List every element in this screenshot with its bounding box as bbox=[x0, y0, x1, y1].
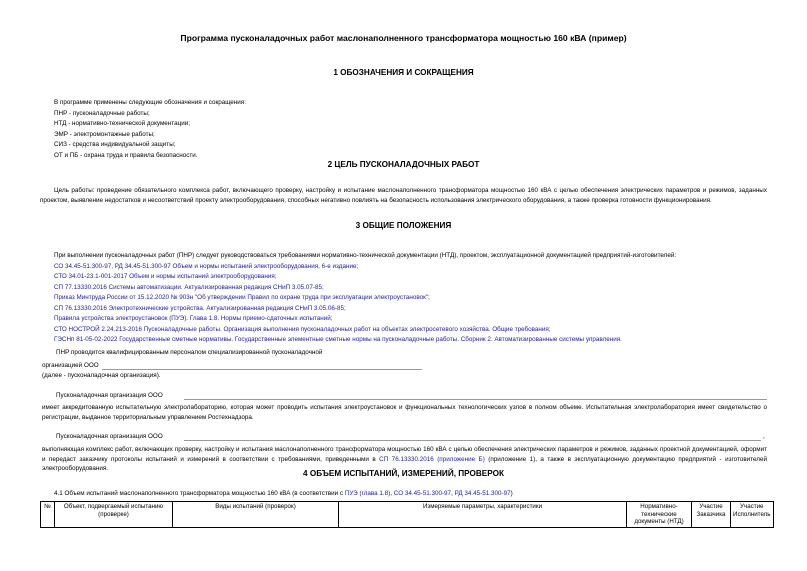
org2-label: Пусконаладочная организация ООО bbox=[56, 433, 163, 440]
abbrev-item: НТД - нормативно-технической документации; bbox=[54, 120, 190, 127]
separator: ) bbox=[510, 490, 513, 497]
col-test-types: Виды испытаний (проверок) bbox=[173, 502, 339, 528]
ntd-reference-link[interactable]: ГЭСНп 81-05-02-2022 Государственные сметные нормативы. Государственные элементные сметные нормы на пусконаладочные работы. Сборник 2. Автоматизированные системы управления. bbox=[54, 336, 622, 343]
ntd-reference-link[interactable]: Приказ Минтруда России от 15.12.2020 № 903н "Об утверждении Правил по охране труда при эксплуатации электроустановок"; bbox=[54, 294, 430, 301]
org-name-field bbox=[102, 369, 422, 370]
pue-chapter-link[interactable]: (глава 1.8) bbox=[359, 490, 391, 497]
section-3-heading: 3 ОБЩИЕ ПОЛОЖЕНИЯ bbox=[355, 221, 452, 230]
ntd-reference-link[interactable]: СП 77.13330.2016 Системы автоматизации. Актуализированная редакция СНиП 3.05.07-85; bbox=[54, 284, 324, 291]
pue-link[interactable]: ПУЭ bbox=[344, 490, 358, 497]
ntd-reference-link[interactable]: СО 34.45-51.300-97, РД 34.45-51.300-97 Объем и нормы испытаний электрооборудования, 6-е издание; bbox=[54, 263, 359, 270]
pnr-personnel-text: ПНР проводится квалифицированным персоналом специализированной пусконаладочной bbox=[56, 349, 323, 356]
pnr-org-note: (далее - пусконаладочная организация). bbox=[42, 372, 161, 379]
ntd-reference-link[interactable]: СТО 34.01-23.1-001-2017 Объем и нормы испытаний электрооборудования; bbox=[54, 273, 277, 280]
scope-table bbox=[40, 501, 774, 528]
ntd-reference-link[interactable]: Правила устройства электроустановок (ПУЭ). Глава 1.8. Нормы приемо-сдаточных испытаний; bbox=[54, 315, 333, 322]
org1-name-field bbox=[184, 399, 767, 400]
document-title: Программа пусконаладочных работ маслонаполненного трансформатора мощностью 160 кВА (пример) bbox=[180, 33, 627, 43]
org1-label: Пусконаладочная организация ООО bbox=[56, 392, 163, 399]
org2-text-start: выполняющая комплекс работ, включающих проверку, настройку и испытания маслонаполненного трансформатора мощностью 160 кВА с целью обеспечения электрических параметров и режимов, заданных проектной документацией, оформит и передаст заказчику протоколы испытаний и измерений в соответствии с требованиями, приведенными в bbox=[42, 446, 767, 463]
separator: , bbox=[451, 490, 455, 497]
col-parameters: Измеряемые параметры, характеристики bbox=[339, 502, 627, 528]
col-number: № bbox=[41, 502, 55, 528]
pnr-org-label: организацией ООО bbox=[42, 362, 99, 369]
rd-34-link[interactable]: РД 34.45-51.300-97 bbox=[454, 490, 511, 497]
abbrev-item: ОТ и ПБ - охрана труда и правила безопасности. bbox=[54, 152, 198, 159]
org2-comma: , bbox=[763, 433, 765, 440]
col-ntd: Нормативно-технические документы (НТД) bbox=[627, 502, 692, 528]
abbrev-item: ЭМР - электромонтажные работы; bbox=[54, 131, 155, 138]
separator: , bbox=[390, 490, 394, 497]
col-customer: Участие Заказчика bbox=[692, 502, 731, 528]
scope-text: 4.1 Объем испытаний маслонаполненного трансформатора мощностью 160 кВА (в соответствии с bbox=[54, 490, 345, 497]
org2-name-field bbox=[184, 440, 761, 441]
abbrev-intro: В программе применены следующие обозначения и сокращения: bbox=[54, 99, 246, 106]
table-header-row bbox=[41, 502, 774, 528]
scope-subsection bbox=[54, 490, 513, 498]
org1-paragraph: имеет аккредитованную испытательную электролабораторию, которая может проводить испытания электроустановок и функциональных технологических узлов в полном объеме. Испытательная электролаборатория имеет свидетельство о регистрации, выданное территориальным управлением Ростехнадзора. bbox=[42, 404, 767, 421]
section-1-heading: 1 ОБОЗНАЧЕНИЯ И СОКРАЩЕНИЯ bbox=[333, 68, 474, 77]
ntd-reference-link[interactable]: СТО НОСТРОЙ 2.24.213-2016 Пусконаладочные работы. Организация выполнения пусконаладочных работ на объектах электросетевого хозяйства. Общие требования; bbox=[54, 326, 551, 333]
abbrev-item: ПНР - пусконаладочные работы; bbox=[54, 110, 150, 117]
abbrev-item: СИЗ - средства индивидуальной защиты; bbox=[54, 141, 176, 148]
col-object: Объект, подвергаемый испытанию (проверке) bbox=[55, 502, 173, 528]
col-contractor: Участие Исполнитель bbox=[731, 502, 774, 528]
section-4-heading: 4 ОБЪЕМ ИСПЫТАНИЙ, ИЗМЕРЕНИЙ, ПРОВЕРОК bbox=[303, 469, 504, 478]
purpose-paragraph: Цель работы: проведение обязательного комплекса работ, включающего проверку, настройку и испытание маслонаполненного трансформатора мощностью 160 кВА с целью обеспечения электрических параметров и режимов, заданных проектом, выявление недостатков и несоответствий проекту электрооборудования, способных негативно повлиять на безопасность использования электрического оборудования, а также проверка готовности функционирования. bbox=[40, 187, 767, 204]
ntd-reference-link[interactable]: СП 76.13330.2016 Электротехнические устройства. Актуализированная редакция СНиП 3.05.06-85; bbox=[54, 305, 346, 312]
section-2-heading: 2 ЦЕЛЬ ПУСКОНАЛАДОЧНЫХ РАБОТ bbox=[327, 160, 480, 169]
so-34-link[interactable]: СО 34.45-51.300-97 bbox=[393, 490, 452, 497]
appendix-b-link[interactable]: (приложение Б) bbox=[437, 455, 485, 463]
sp-76-link[interactable]: СП 76.13330.2016 bbox=[379, 455, 434, 463]
org2-text-end: (приложение 1), а также в эксплуатационную документацию предприятий - изготовителей электрооборудования. bbox=[42, 455, 767, 472]
general-intro: При выполнении пусконаладочных работ (ПНР) следует руководствоваться требованиями нормативно-технической документации (НТД), проектом, эксплуатационной документацией предприятий-изготовителей: bbox=[54, 252, 677, 259]
